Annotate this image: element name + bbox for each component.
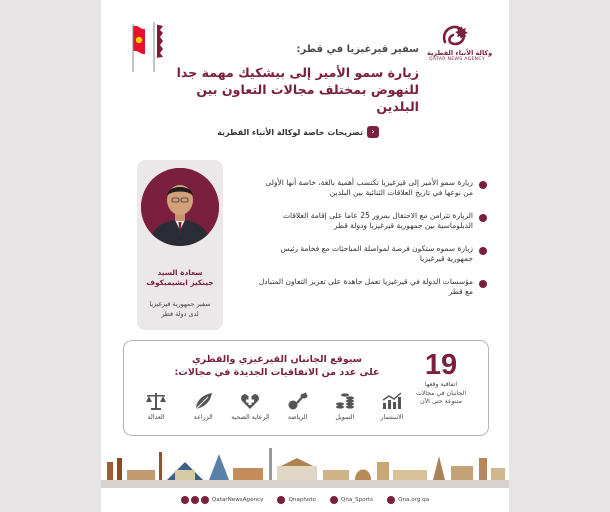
field-agriculture <box>181 391 225 421</box>
healthcare-icon <box>239 391 261 411</box>
kicker-line: سفير قيرغيزيا في قطر: <box>296 44 419 55</box>
flags-icon <box>123 22 165 72</box>
social-handle[interactable] <box>181 496 264 504</box>
field-label: الاستثمار <box>380 414 404 421</box>
investment-chart-icon <box>381 391 403 411</box>
avatar <box>141 168 219 246</box>
agriculture-icon <box>192 391 214 411</box>
social-handle[interactable] <box>330 496 373 504</box>
field-sports <box>276 391 320 421</box>
social-footer <box>101 488 509 512</box>
justice-scale-icon <box>145 391 167 411</box>
sports-icon <box>287 391 309 411</box>
field-finance <box>323 391 367 421</box>
globe-icon <box>387 496 395 504</box>
agreements-count-number: 19 <box>424 349 458 381</box>
count-desc-line-3: متنوعة حتى الآن <box>420 398 462 405</box>
ambassador-role-line-1: سفير جمهورية قيرغيزيا <box>149 300 211 308</box>
qna-logo-mark-icon <box>439 22 475 48</box>
agreements-box <box>123 340 489 436</box>
subtag <box>217 126 379 138</box>
social-handle[interactable] <box>387 496 429 504</box>
infographic-sheet <box>101 0 509 512</box>
logo-english-name: QATAR NEWS AGENCY <box>429 57 485 62</box>
count-desc-line-1: اتفاقية وقعها <box>424 381 458 388</box>
agreements-count-description <box>406 381 476 407</box>
instagram-icon <box>330 496 338 504</box>
headline-line-2: للنهوض بمختلف مجالات التعاون بين البلدين <box>196 82 419 114</box>
qna-logo <box>427 22 493 62</box>
twitter-icon <box>181 496 189 504</box>
agreements-heading <box>132 353 422 379</box>
subtag-text: تصريحات خاصة لوكالة الأنباء القطرية <box>217 127 363 137</box>
ambassador-name <box>137 268 223 288</box>
handle-text: Qna.org.qa <box>398 497 430 503</box>
profile-card <box>137 160 223 330</box>
social-handle[interactable] <box>277 496 316 504</box>
fields-icons <box>134 391 414 421</box>
agreements-count <box>406 349 476 407</box>
ambassador-role <box>137 300 223 319</box>
agreements-heading-line-1: سيوقع الجانبان القيرغيزي والقطري <box>191 354 363 365</box>
skyline-illustration-icon <box>101 440 509 488</box>
count-desc-line-2: الجانبان في مجالات <box>415 389 467 397</box>
social-icons <box>181 496 209 504</box>
list-item: زيارة سموه ستكون فرصة لمواصلة المباحثات مع فخامة رئيس جمهورية قيرغيزيا <box>257 244 487 264</box>
chevron-left-icon: ‹ <box>367 126 379 138</box>
field-label: الرياضة <box>287 414 308 421</box>
key-points-list <box>257 178 487 310</box>
facebook-icon <box>191 496 199 504</box>
list-item: مؤسسات الدولة في قيرغيزيا تعمل جاهدة على تعزيز التعاون المتبادل مع قطر <box>257 277 487 297</box>
ambassador-role-line-2: لدى دولة قطر <box>161 309 199 318</box>
youtube-icon <box>201 496 209 504</box>
list-item: الزيارة تتزامن مع الاحتفال بمرور 25 عاما على إقامة العلاقات الدبلوماسية بين جمهورية قيرغيزيا ودولة قطر <box>257 211 487 231</box>
ambassador-fullname: جينكيز ايشيمبكوف <box>146 278 214 287</box>
agreements-heading-line-2: على عدد من الاتفاقيات الجديدة في مجالات: <box>174 367 380 378</box>
field-label: الرعاية الصحية <box>231 414 270 421</box>
field-label: الزراعة <box>193 414 213 421</box>
handle-text: Qnaphoto <box>288 497 316 503</box>
field-label: التمويل <box>335 414 355 421</box>
list-item: زيارة سمو الأمير إلى قيرغيزيا تكتسب أهمية بالغة، خاصة أنها الأولى من نوعها في تاريخ العلاقات الثنائية بين البلدين <box>257 178 487 198</box>
field-justice <box>134 391 178 421</box>
headline-line-1: زيارة سمو الأمير إلى بيشكيك مهمة جدا <box>176 65 419 80</box>
handle-text: QatarNewsAgency <box>211 497 264 503</box>
ambassador-title: سعادة السيد <box>157 268 203 277</box>
field-label: العدالة <box>147 414 165 421</box>
instagram-icon <box>277 496 285 504</box>
logo-arabic-name: وكالة الأنباء القطرية <box>427 49 493 57</box>
ambassador-portrait-icon <box>141 168 219 246</box>
handle-text: Qna_Sports <box>340 497 374 503</box>
coins-icon <box>334 391 356 411</box>
field-healthcare <box>228 391 272 421</box>
headline <box>169 64 419 115</box>
field-investment <box>370 391 414 421</box>
